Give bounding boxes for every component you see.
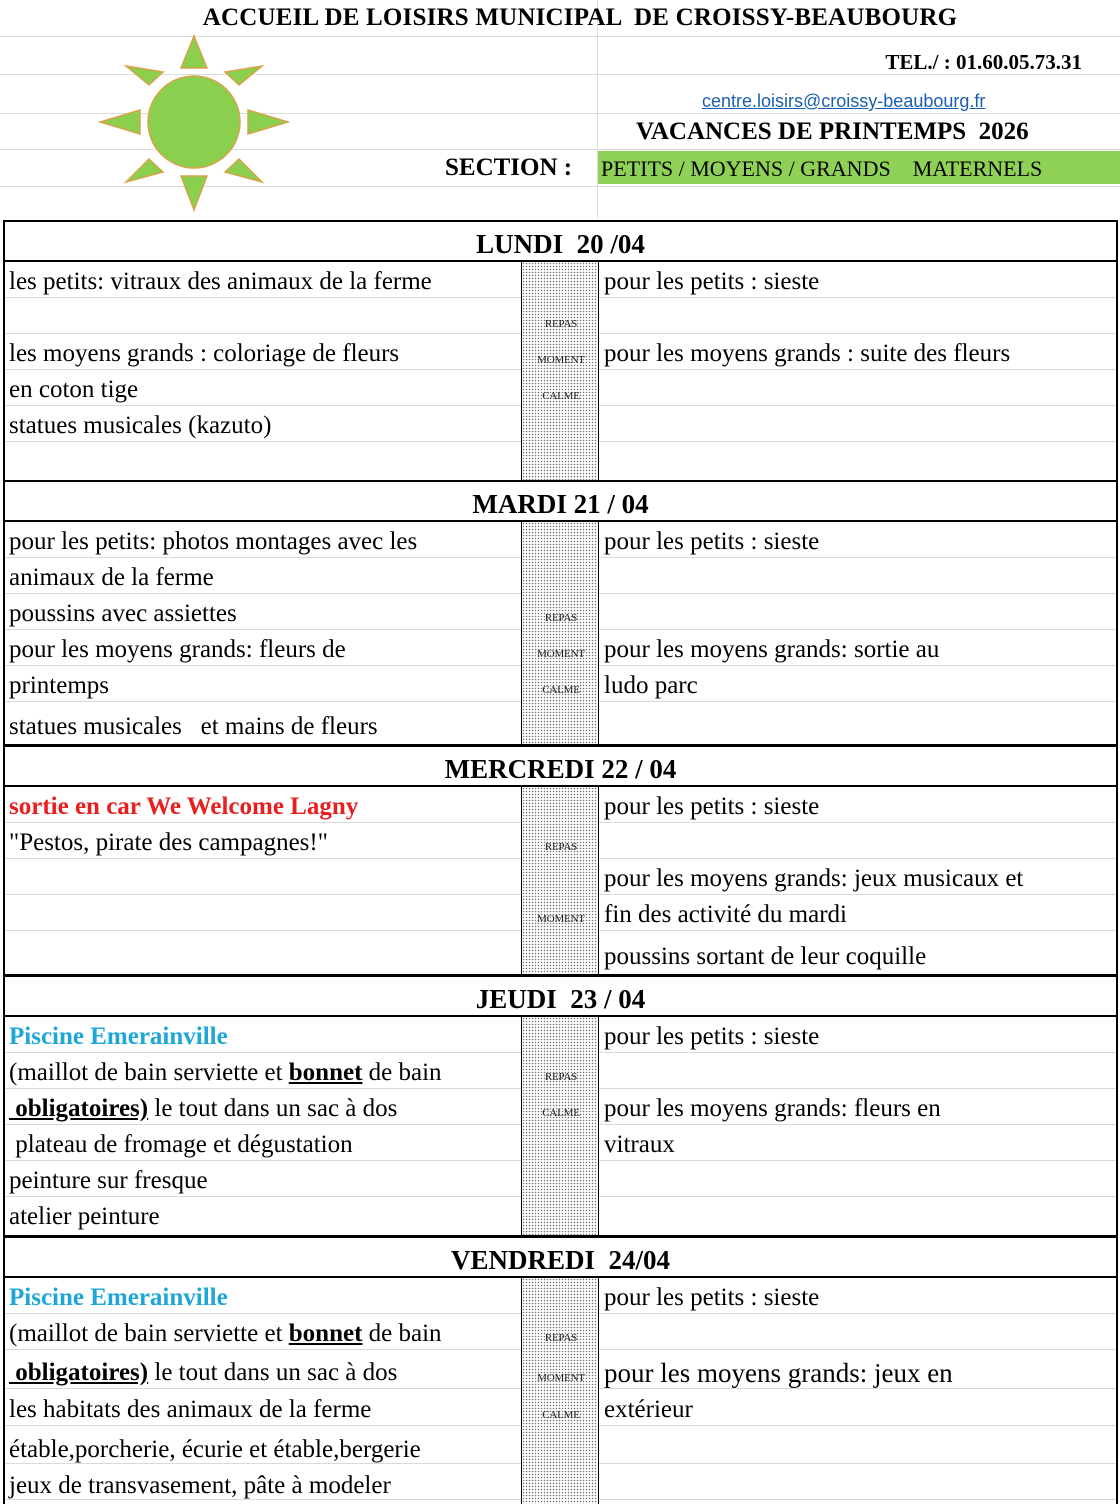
repas-label: REPAS [544,318,578,330]
activity-text: pour les petits : sieste [604,1284,820,1311]
activity-text: pour les moyens grands : suite des fleurs [604,340,1011,367]
activity-text: animaux de la ferme [9,564,214,591]
activity-text: plateau de fromage et dégustation [9,1131,353,1158]
activity-text: atelier peinture [9,1203,160,1230]
activities-afternoon [599,262,1116,480]
email-link[interactable]: centre.loisirs@croissy-beaubourg.fr [702,91,986,111]
activity-text: printemps [9,672,109,699]
moment-label: MOMENT [537,354,585,366]
outing-text: Piscine Emerainville [9,1284,228,1311]
activity-text: obligatoires) le tout dans un sac à dos [9,1095,398,1122]
moment-label: MOMENT [537,1372,585,1384]
day-title: VENDREDI 24/04 [5,1238,1116,1278]
calme-label: CALME [542,1107,580,1119]
activity-text: "Pestos, pirate des campagnes!" [9,829,328,856]
day-block-mercredi [3,745,1118,976]
phone-number: TEL./ : 01.60.05.73.31 [885,50,1082,74]
outing-text: Piscine Emerainville [9,1023,228,1050]
activity-text: en coton tige [9,376,139,403]
day-block-lundi [3,220,1118,482]
day-title: JEUDI 23 / 04 [5,977,1116,1017]
activity-text: pour les moyens grands: jeux musicaux et [604,865,1024,892]
activities-morning [5,1017,521,1235]
repas-label: REPAS [544,612,578,624]
activity-text: pour les moyens grands: sortie au [604,636,940,663]
activity-text: étable,porcherie, écurie et étable,bergerie [9,1436,421,1463]
season-title: VACANCES DE PRINTEMPS 2026 [636,118,1029,145]
day-block-jeudi [3,975,1118,1237]
repas-label: REPAS [544,841,578,853]
activities-morning [5,787,521,974]
activity-text: (maillot de bain serviette et bonnet de bain [9,1059,442,1086]
activity-text: pour les moyens grands: jeux en [604,1358,953,1388]
moment-label: MOMENT [537,648,585,660]
repas-column [521,262,599,480]
activity-text: statues musicales (kazuto) [9,412,272,439]
activity-text: pour les petits: photos montages avec les [9,528,418,555]
activity-text: fin des activité du mardi [604,901,847,928]
activity-text: pour les petits : sieste [604,1023,820,1050]
activities-morning [5,262,521,480]
activity-text: jeux de transvasement, pâte à modeler [9,1472,391,1499]
activity-text: ludo parc [604,672,698,699]
page-title: ACCUEIL DE LOISIRS MUNICIPAL DE CROISSY-BEAUBOURG [202,4,958,31]
activity-text: poussins avec assiettes [9,600,237,627]
calme-label: CALME [542,390,580,402]
repas-label: REPAS [544,1332,578,1344]
activity-text: pour les petits : sieste [604,793,820,820]
outing-text: sortie en car We Welcome Lagny [9,793,359,820]
calme-label: CALME [542,1409,580,1421]
activity-text: pour les moyens grands: fleurs en [604,1095,941,1122]
moment-label: MOMENT [537,913,585,925]
activities-afternoon [599,1278,1116,1504]
day-title: MARDI 21 / 04 [5,482,1116,522]
activity-text: les petits: vitraux des animaux de la ferme [9,268,432,295]
repas-column [521,1278,599,1504]
activity-text: pour les petits : sieste [604,528,820,555]
activities-morning [5,522,521,744]
activity-text: peinture sur fresque [9,1167,208,1194]
activity-text: extérieur [604,1396,693,1423]
day-title: LUNDI 20 /04 [5,222,1116,262]
repas-label: REPAS [544,1071,578,1083]
repas-column [521,1017,599,1235]
activities-afternoon [599,787,1116,974]
activity-text: vitraux [604,1131,675,1158]
repas-column [521,787,599,974]
sun-logo [96,32,292,216]
section-value: PETITS / MOYENS / GRANDS MATERNELS [598,151,1120,184]
day-block-mardi [3,480,1118,746]
activities-afternoon [599,522,1116,744]
section-label: SECTION : [445,154,573,181]
activity-text: (maillot de bain serviette et bonnet de bain [9,1320,442,1347]
activity-text: pour les moyens grands: fleurs de [9,636,346,663]
activity-text: poussins sortant de leur coquille [604,943,927,970]
day-block-vendredi [3,1236,1118,1504]
activity-text: pour les petits : sieste [604,268,820,295]
day-title: MERCREDI 22 / 04 [5,747,1116,787]
activity-text: statues musicales et mains de fleurs [9,713,378,740]
activity-text: obligatoires) le tout dans un sac à dos [9,1359,398,1386]
activities-afternoon [599,1017,1116,1235]
grid-line [597,0,598,218]
calme-label: CALME [542,684,580,696]
activity-text: les moyens grands : coloriage de fleurs [9,340,400,367]
activities-morning [5,1278,521,1504]
activity-text: les habitats des animaux de la ferme [9,1396,372,1423]
repas-column [521,522,599,744]
